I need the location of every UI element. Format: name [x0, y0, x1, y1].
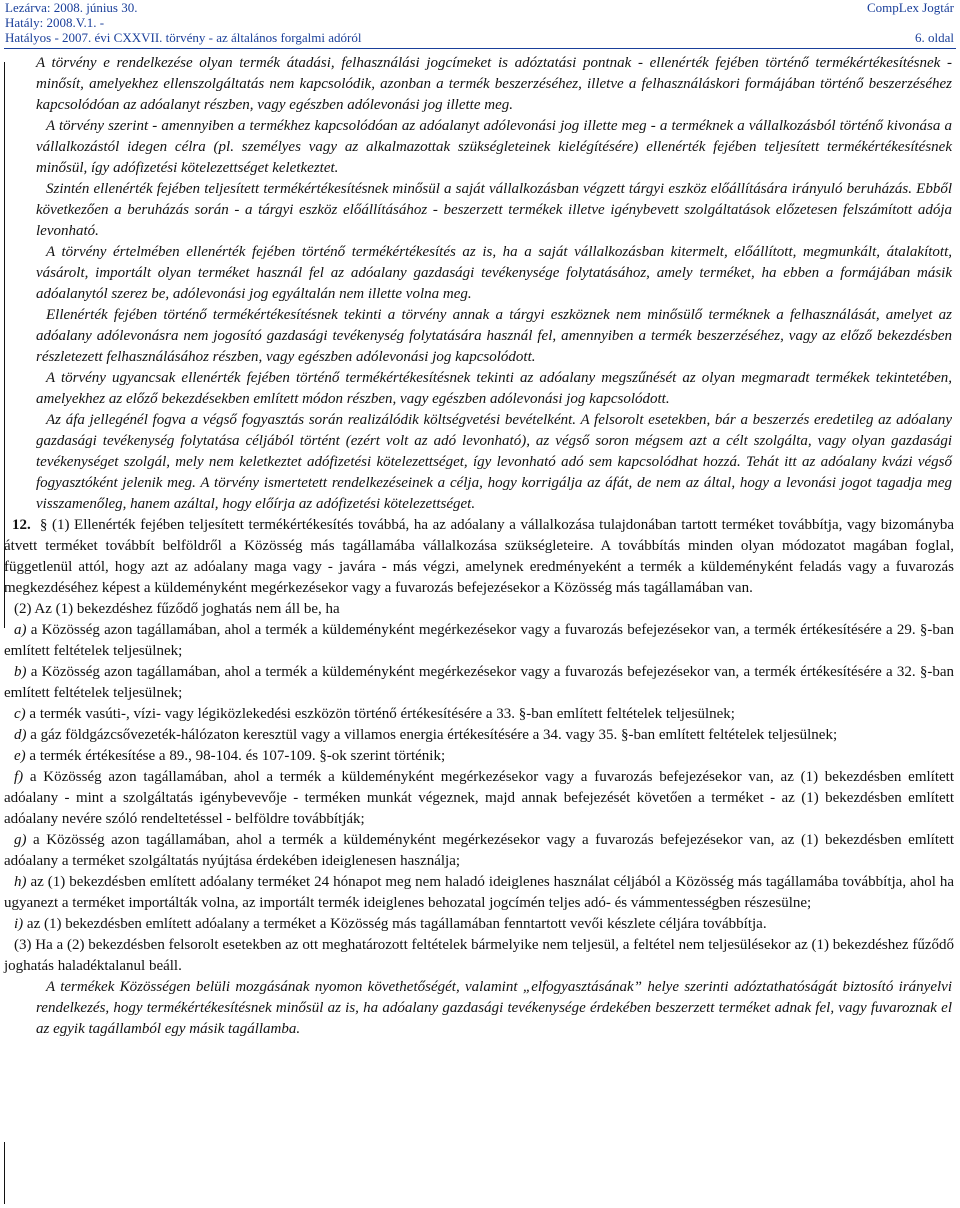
header-law-title: Hatályos - 2007. évi CXXVII. törvény - az általános forgalmi adóról: [5, 30, 362, 45]
list-item: a) a Közösség azon tagállamában, ahol a termék a küldeményként megérkezésekor vagy a fuvarozás befejezésekor van, a termék értékesítésére a 29. §-ban említett feltételek teljesülnek;: [4, 622, 954, 659]
section-paragraph-3: (3) Ha a (2) bekezdésben felsorolt esetekben az ott meghatározott feltételek bármelyike nem teljesül, a feltétel nem teljesülésekor az (1) bekezdéshez fűződő joghatás haladéktalanul beáll.: [4, 937, 954, 974]
section-paragraph-1: 12. § (1) Ellenérték fejében teljesített termékértékesítés továbbá, ha az adóalany a vállalkozása tulajdonában tartott terméket továbbítja, vagy bizományba átvett terméket továbbít belföldről a Közösség más tagállamába vállalkozása szükségleteire. A továbbítás minden olyan módozatot magában foglal, függetlenül attól, hogy azt az adóalany maga vagy - javára - más végzi, amelynek eredményeként a termék a küldeményként feladás vagy a fuvarozás megkezdéséhez képest a küldeményként megérkezésekor vagy a fuvarozás befejezésekor a Közösség más tagállamában van.: [4, 517, 955, 596]
commentary-paragraph: Ellenérték fejében történő termékértékesítésnek tekinti a törvény annak a tárgyi eszköznek nem minősülő terméknek a felhasználását, amelyet az adóalany adólevonásra nem jogosító gazdasági tevékenység folytatására használ fel, amennyiben a termék beszerzéséhez, vagy az előző bekezdésben részletezett felhasználásához részben, vagy egészben adólevonási jog kapcsolódott.: [36, 307, 952, 365]
section-paragraph-2: (2) Az (1) bekezdéshez fűződő joghatás nem áll be, ha: [14, 601, 340, 617]
list-item: g) a Közösség azon tagállamában, ahol a termék a küldeményként megérkezésekor vagy a fuvarozás befejezésekor van, az (1) bekezdésben említett adóalany a terméket szolgáltatás nyújtása érdekében ideiglenesen használja;: [4, 832, 954, 869]
header-right: [654, 0, 954, 45]
list-item: e) a termék értékesítése a 89., 98-104. és 107-109. §-ok szerint történik;: [14, 748, 446, 764]
header-publisher: CompLex Jogtár: [866, 0, 954, 15]
document-body: [0, 53, 960, 1040]
commentary-paragraph: A törvény ugyancsak ellenérték fejében történő termékértékesítésnek tekinti az adóalany megszűnését az olyan megmaradt termékek tekintetében, amelyekhez az előző bekezdésekben említett módon részben, vagy egészben adólevonási jog kapcsolódott.: [36, 370, 952, 407]
list-item: c) a termék vasúti-, vízi- vagy légiközlekedési eszközön történő értékesítésére a 33. §-ban említett feltételek teljesülnek;: [14, 706, 735, 722]
commentary-paragraph: A termékek Közösségen belüli mozgásának nyomon követhetőségét, valamint „elfogyasztásának” helye szerinti adóztathatóságát biztosító irányelvi rendelkezés, hogy termékértékesítésnek minősül az is, ha adóalany gazdasági tevékenysége érdekében beszerzett terméket adnak fel, vagy fuvaroznak el az egyik tagállamból egy másik tagállamba.: [36, 979, 952, 1037]
header-divider: [4, 48, 956, 49]
list-item: f) a Közösség azon tagállamában, ahol a termék a küldeményként megérkezésekor vagy a fuvarozás befejezésekor van, az (1) bekezdésben említett adóalany - mint a szolgáltatás igénybevevője - terméken munkát végeznek, majd annak befejezését követően a terméket - az (1) bekezdésben említett adóalany nevére szóló rendeltetéssel - belföldre továbbítják;: [4, 769, 954, 827]
header-spacer: [654, 15, 954, 30]
commentary-paragraph: A törvény értelmében ellenérték fejében történő termékértékesítés az is, ha a saját vállalkozásban kitermelt, előállított, megmunkált, átalakított, vásárolt, importált olyan terméket használ fel az adóalany gazdasági tevékenysége folytatásához, amely terméket, ha ebben a formájában másik adóalanytól szerez be, adólevonási jog egyáltalán nem illette volna meg.: [36, 244, 952, 302]
commentary-margin-bar: [4, 1142, 5, 1204]
commentary-paragraph: A törvény szerint - amennyiben a termékhez kapcsolódóan az adóalanyt adólevonási jog illette meg - a terméknek a vállalkozásból történő kivonása a vállalkozástól idegen célra (pl. személyes vagy az alkalmazottak szükségleteinek kielégítésére) ellenérték fejében teljesített termékértékesítésnek minősül, így adófizetési kötelezettséget keletkeztet.: [36, 118, 952, 176]
header-closed-date: Lezárva: 2008. június 30.: [5, 0, 138, 15]
list-item: i) az (1) bekezdésben említett adóalany a terméket a Közösség más tagállamában fenntartott vevői készlete céljára továbbítja.: [14, 916, 767, 932]
commentary-paragraph: Szintén ellenérték fejében teljesített termékértékesítésnek minősül a saját vállalkozásban végzett tárgyi eszköz előállítására irányuló beruházás. Ebből következően a beruházás során - a tárgyi eszköz előállításához - beszerzett termékek illetve igénybevett szolgáltatások előzetesen felszámított adója levonható.: [36, 181, 952, 239]
header-effect: Hatály: 2008.V.1. -: [5, 15, 105, 30]
commentary-paragraph: Az áfa jellegénél fogva a végső fogyasztás során realizálódik költségvetési bevételként. A felsorolt esetekben, bár a beszerzés eredetileg az adóalany gazdasági tevékenység folytatása céljából történt (ezért volt az adó levonható), az végső soron mégsem azt a célt szolgálta, vagy olyan gazdasági tevékenységet szolgál, mely nem keletkeztet adófizetési kötelezettséget, így levonható adó sem kapcsolódhat hozzá. Tehát itt az adóalany kvázi végső fogyasztóként jelenik meg. A törvény ismertetett rendelkezéseinek a célja, hogy korrigálja az áfát, de nem az által, hogy a levonási jogot tagadja meg visszamenőleg, hanem azáltal, hogy előírja az adófizetési kötelezettséget.: [36, 412, 952, 512]
page-number: 6. oldal: [915, 30, 954, 45]
list-item: d) a gáz földgázcsővezeték-hálózaton keresztül vagy a villamos energia értékesítésére a 34. vagy 35. §-ban említett feltételek teljesülnek;: [14, 727, 838, 743]
list-item: h) az (1) bekezdésben említett adóalany terméket 24 hónapot meg nem haladó ideiglenes használat céljából a Közösség más tagállamába továbbítja, ahol ha ugyanezt a terméket importálták volna, az importált termék ideiglenes behozatal jogcímén teljes adó- és vámmentességben részesülne;: [4, 874, 954, 911]
header-left: [5, 0, 565, 45]
section-number: 12.: [12, 517, 31, 533]
list-item: b) a Közösség azon tagállamában, ahol a termék a küldeményként megérkezésekor vagy a fuvarozás befejezésekor van, a termék értékesítésére a 32. §-ban említett feltételek teljesülnek;: [4, 664, 954, 701]
commentary-paragraph: A törvény e rendelkezése olyan termék átadási, felhasználási jogcímeket is adóztatási pontnak - ellenérték fejében történő termékértékesítésnek - minősít, amelyekhez ellenszolgáltatás nem kapcsolódik, azonban a termék beszerzéséhez, illetve a felhasználáskori formájában történő beszerzéséhez kapcsolódóan az adóalanyt részben, vagy egészben adólevonási jog illette meg.: [36, 55, 952, 113]
